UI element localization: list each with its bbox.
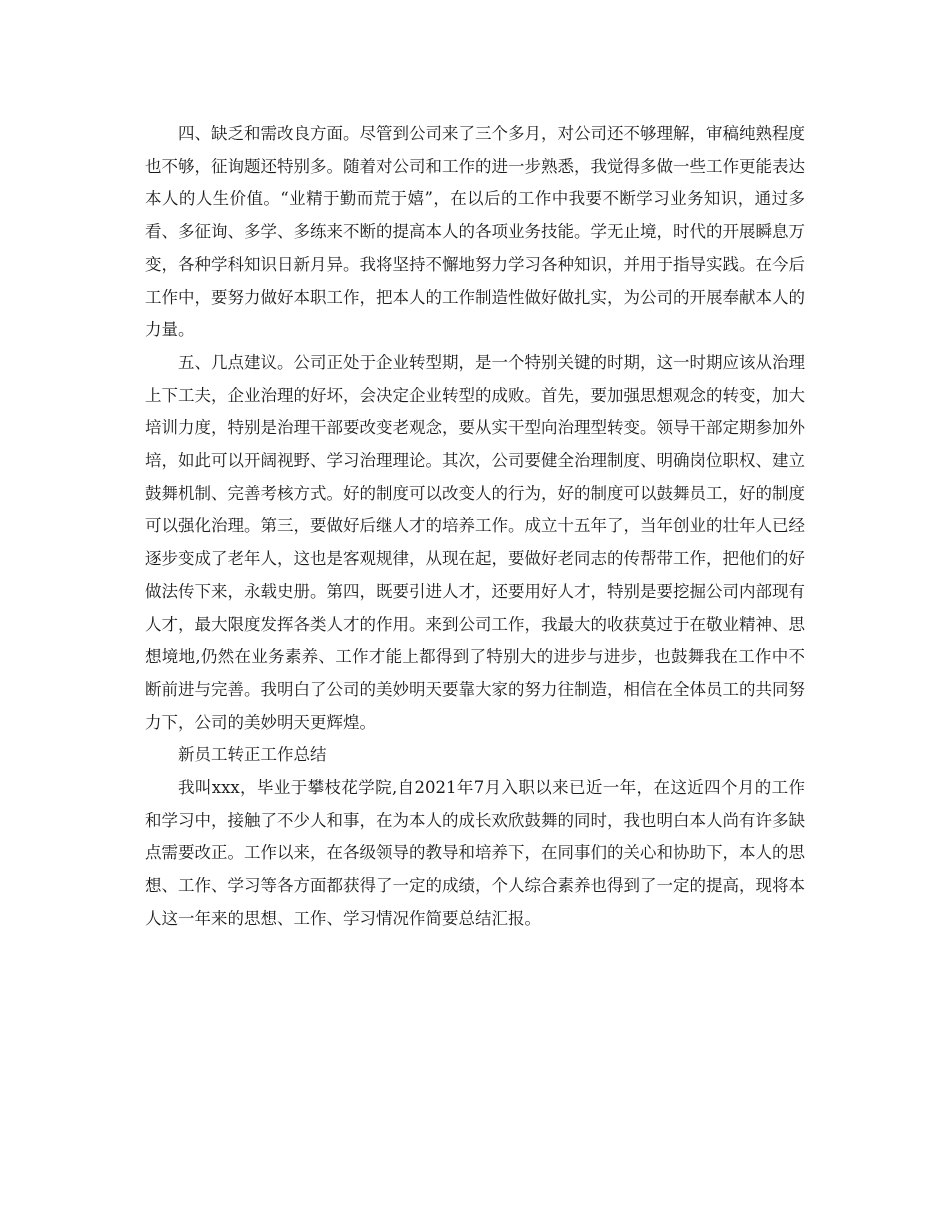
- section-heading: 新员工转正工作总结: [178, 745, 327, 765]
- paragraph-suggestions: 五、几点建议。公司正处于企业转型期，是一个特别关键的时期，这一时期应该从治理上下工夫，企业治理的好坏，会决定企业转型的成败。首先，要加强思想观念的转变，加大培训力度，特别是治理干部要改变老观念，要从实干型向治理型转变。领导干部定期参加外培，如此可以开阔视野、学习治理理论。其次，公司要健全治理制度、明确岗位职权、建立鼓舞机制、完善考核方式。好的制度可以改变人的行为，好的制度可以鼓舞员工，好的制度可以强化治理。第三，要做好后继人才的培养工作。成立十五年了，当年创业的壮年人已经逐步变成了老年人，这也是客观规律，从现在起，要做好老同志的传帮带工作，把他们的好做法传下来，永载史册。第四，既要引进人才，还要用好人才，特别是要挖掘公司内部现有人才，最大限度发挥各类人才的作用。来到公司工作，我最大的收获莫过于在敬业精神、思想境地,仍然在业务素养、工作才能上都得到了特别大的进步与进步，也鼓舞我在工作中不断前进与完善。我明白了公司的美妙明天要靠大家的努力往制造，相信在全体员工的共同努力下，公司的美妙明天更辉煌。: [145, 352, 805, 732]
- paragraph-shortcomings: 四、缺乏和需改良方面。尽管到公司来了三个多月，对公司还不够理解，审稿纯熟程度也不够，征询题还特别多。随着对公司和工作的进一步熟悉，我觉得多做一些工作更能表达本人的人生价值。“业精于勤而荒于嬉”，在以后的工作中我要不断学习业务知识，通过多看、多征询、多学、多练来不断的提高本人的各项业务技能。学无止境，时代的开展瞬息万变，各种学科知识日新月异。我将坚持不懈地努力学习各种知识，并用于指导实践。在今后工作中，要努力做好本职工作，把本人的工作制造性做好做扎实，为公司的开展奉献本人的力量。: [145, 124, 805, 340]
- paragraph-introduction: 我叫xxx，毕业于攀枝花学院,自2021年7月入职以来已近一年，在这近四个月的工作和学习中，接触了不少人和事，在为本人的成长欢欣鼓舞的同时，我也明白本人尚有许多缺点需要改正。工作以来，在各级领导的教导和培养下，在同事们的关心和协助下，本人的思想、工作、学习等各方面都获得了一定的成绩，个人综合素养也得到了一定的提高，现将本人这一年来的思想、工作、学习情况作简要总结汇报。: [145, 778, 805, 928]
- document-page: [145, 118, 805, 936]
